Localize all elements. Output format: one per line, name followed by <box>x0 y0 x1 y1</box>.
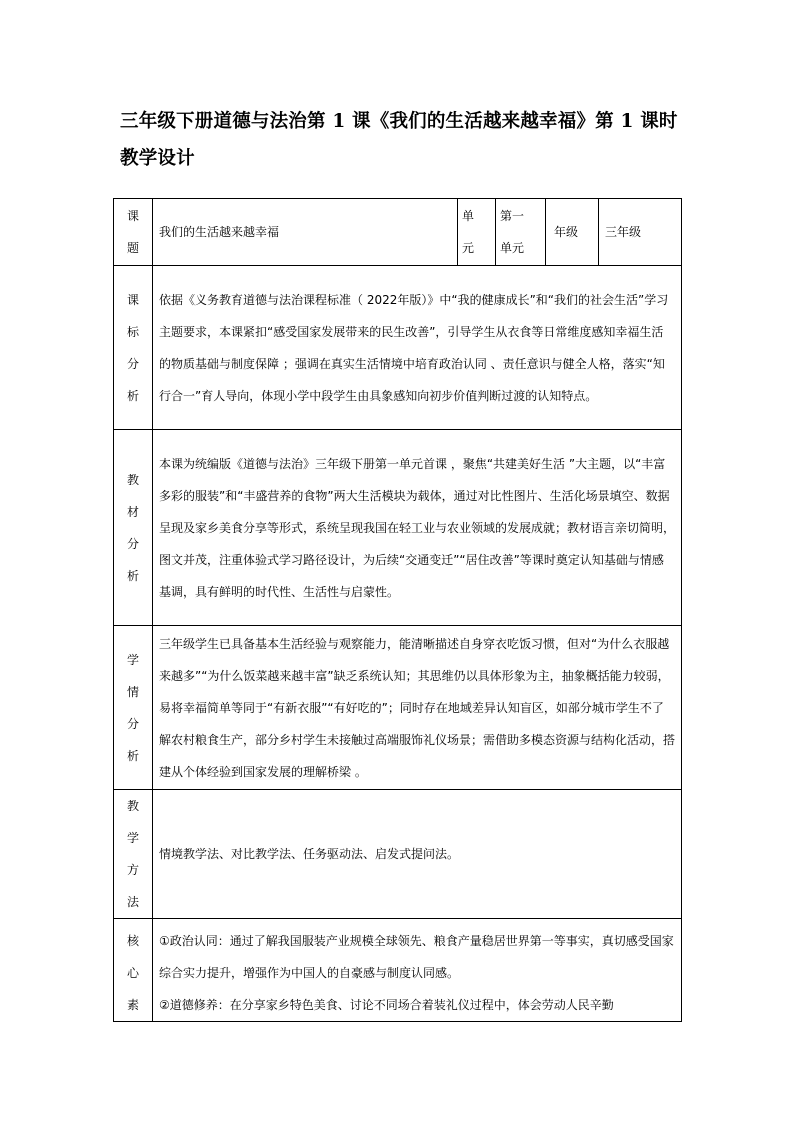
header-row <box>114 199 682 266</box>
core-label <box>120 925 146 1021</box>
core-row <box>114 919 682 1022</box>
standards-label-char-1: 课 <box>126 292 139 307</box>
methods-label <box>120 790 146 918</box>
methods-label-char-4: 法 <box>126 895 139 909</box>
textbook-row <box>114 430 682 626</box>
students-label-char-2: 情 <box>126 684 139 699</box>
core-text <box>153 919 682 1022</box>
topic-value: 我们的生活越来越幸福 <box>153 199 458 266</box>
methods-text: 情境教学法、对比教学法、任务驱动法、启发式提问法。 <box>153 790 682 919</box>
core-item-1: ①政治认同：通过了解我国服装产业规模全球领先、粮食产量稳居世界第一等事实，真切感受国家综合实力提升，增强作为中国人的自豪感与制度认同感。 <box>159 934 674 980</box>
textbook-label-char-4: 析 <box>126 568 139 583</box>
grade-label: 年级 <box>546 199 599 266</box>
grade-value: 三年级 <box>599 199 682 266</box>
page-title: 三年级下册道德与法治第 1 课《我们的生活越来越幸福》第 1 课时教学设计 <box>120 111 678 169</box>
textbook-label <box>120 464 146 592</box>
lesson-plan-table <box>113 198 682 1022</box>
students-label-char-1: 学 <box>126 652 139 667</box>
textbook-label-cell <box>114 430 153 626</box>
methods-label-cell <box>114 790 153 919</box>
unit-value-char-1: 第一 <box>500 209 525 223</box>
unit-label <box>462 200 491 264</box>
core-label-cell <box>114 919 153 1022</box>
students-text: 三年级学生已具备基本生活经验与观察能力，能清晰描述自身穿衣吃饭习惯，但对“为什么衣服越来越多”“为什么饭菜越来越丰富”缺乏系统认知；其思维仍以具体形象为主，抽象概括能力较弱，易将幸福简单等同于“有新衣服”“有好吃的”；同时存在地域差异认知盲区，如部分城市学生不了解农村粮食生产，部分乡村学生未接触过高端服饰礼仪场景；需借助多模态资源与结构化活动，搭建从个体经验到国家发展的理解桥梁 。 <box>153 626 682 790</box>
core-label-char-3: 素 <box>126 998 139 1012</box>
standards-label-cell <box>114 266 153 430</box>
textbook-label-char-2: 材 <box>126 504 139 519</box>
topic-label-char-1: 课 <box>126 209 139 223</box>
unit-label-char-2: 元 <box>462 241 475 255</box>
methods-label-char-3: 方 <box>126 863 139 877</box>
unit-value-char-2: 单元 <box>500 241 525 255</box>
core-item-2: ②道德修养：在分享家乡特色美食、讨论不同场合着装礼仪过程中，体会劳动人民辛勤 <box>159 998 614 1012</box>
standards-row <box>114 266 682 430</box>
students-row <box>114 626 682 790</box>
core-label-char-1: 核 <box>126 934 139 948</box>
textbook-label-char-3: 分 <box>126 536 139 551</box>
standards-label-char-2: 标 <box>126 324 139 339</box>
unit-label-char-1: 单 <box>462 209 475 223</box>
methods-label-char-1: 教 <box>126 799 139 813</box>
students-label-char-3: 分 <box>126 716 139 731</box>
unit-label-cell <box>458 199 496 266</box>
standards-label <box>120 284 146 412</box>
methods-row <box>114 790 682 919</box>
standards-label-char-4: 析 <box>126 388 139 403</box>
methods-label-char-2: 学 <box>126 831 139 845</box>
unit-value-cell <box>496 199 546 266</box>
topic-label <box>120 200 146 264</box>
textbook-text: 本课为统编版《道德与法治》三年级下册第一单元首课 ，聚焦“共建美好生活 ”大主题，以“丰富多彩的服装”和“丰盛营养的食物”两大生活模块为载体，通过对比性图片、生活化场景填空、数据呈现及家乡美食分享等形式，系统呈现我国在轻工业与农业领域的发展成就；教材语言亲切简明，图文并茂，注重体验式学习路径设计，为后续“交通变迁”“居住改善”等课时奠定认知基础与情感基调，具有鲜明的时代性、生活性与启蒙性。 <box>153 430 682 626</box>
textbook-label-char-1: 教 <box>126 472 139 487</box>
students-label <box>120 644 146 772</box>
standards-text: 依据《义务教育道德与法治课程标准（ 2022年版）》中“我的健康成长”和“我们的社会生活”学习主题要求，本课紧扣“感受国家发展带来的民生改善”，引导学生从衣食等日常维度感知幸福生活的物质基础与制度保障 ；强调在真实生活情境中培育政治认同 、责任意识与健全人格，落实“知行合一”育人导向，体现小学中段学生由具象感知向初步价值判断过渡的认知特点。 <box>153 266 682 430</box>
topic-label-cell <box>114 199 153 266</box>
topic-label-char-2: 题 <box>126 241 139 255</box>
students-label-char-4: 析 <box>126 748 139 763</box>
students-label-cell <box>114 626 153 790</box>
core-label-char-2: 心 <box>126 966 139 980</box>
unit-value <box>500 200 541 264</box>
standards-label-char-3: 分 <box>126 356 139 371</box>
